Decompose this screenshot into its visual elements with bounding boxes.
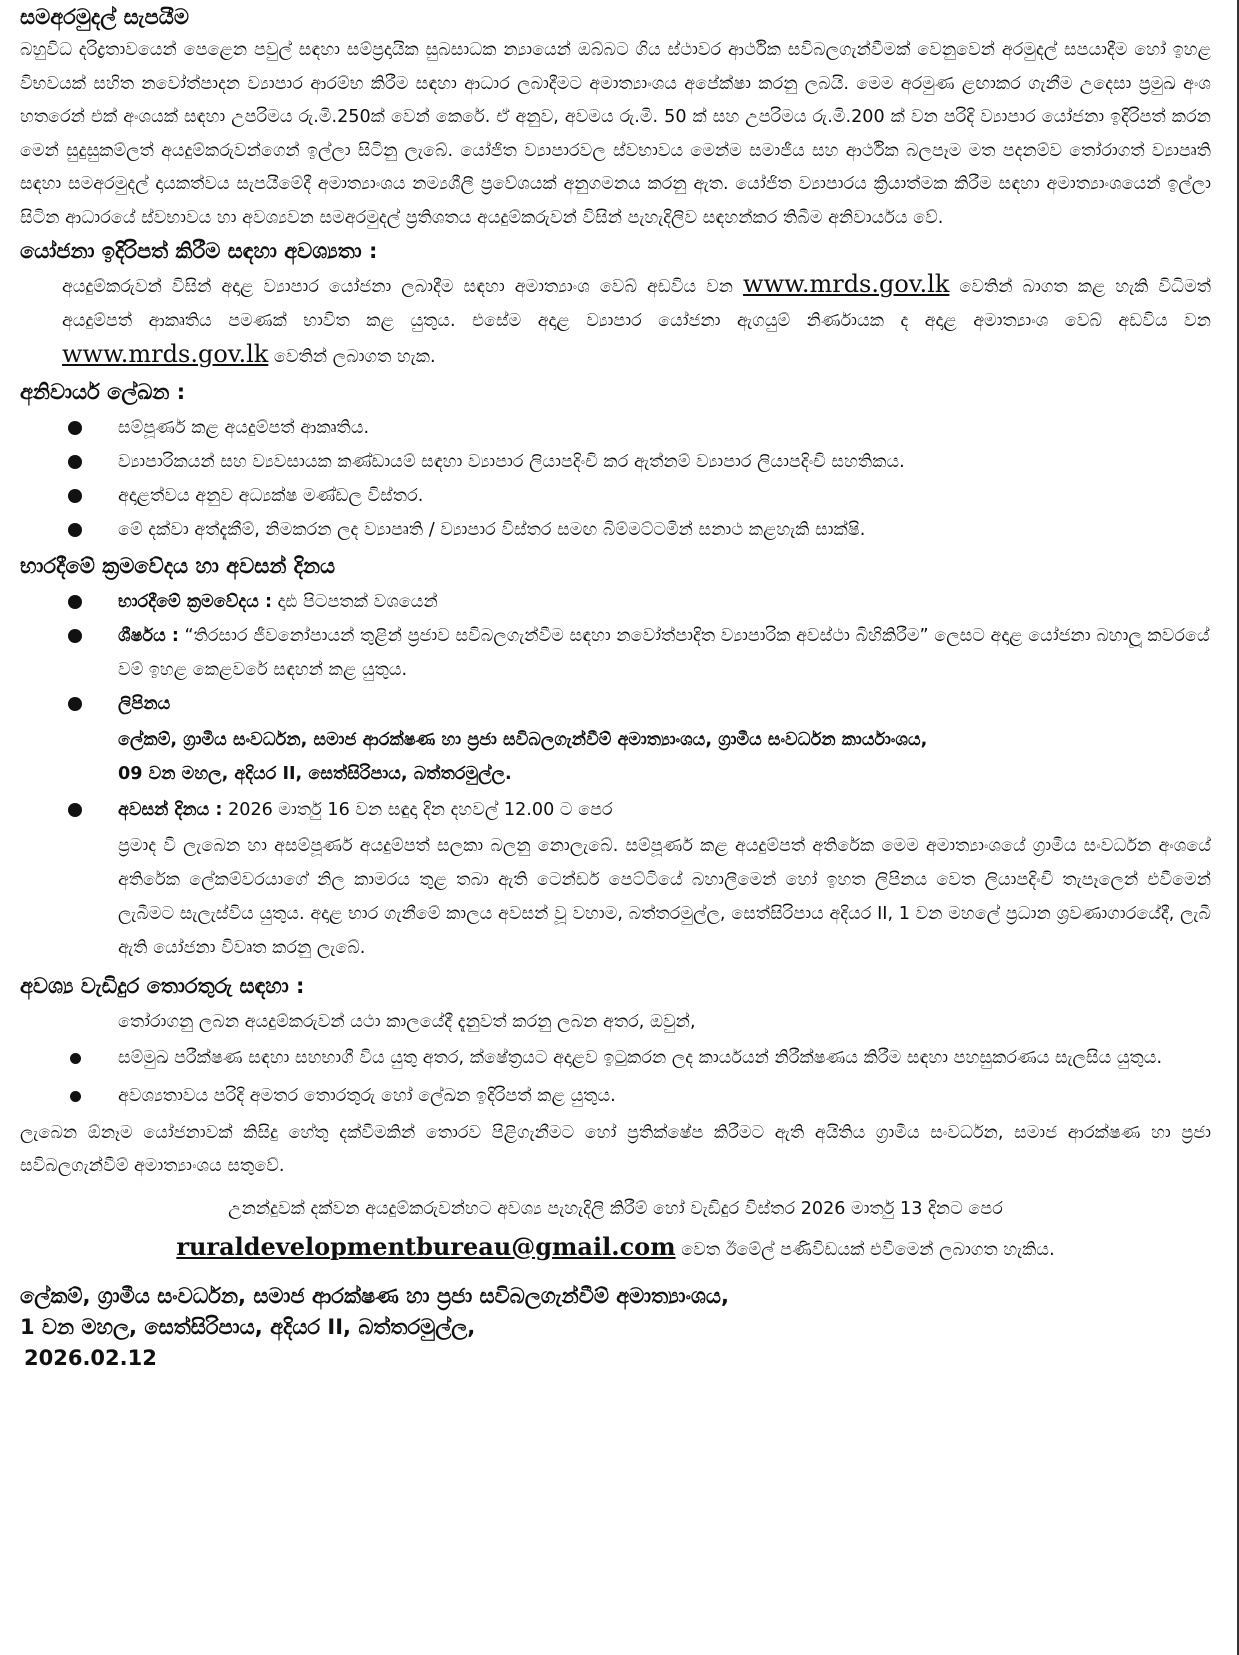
email-link[interactable]: ruraldevelopmentbureau@gmail.com bbox=[176, 1231, 676, 1261]
signature-line-1: ලේකම්, ග්‍රාමීය සංවර්ධන, සමාජ ආරක්ෂණ හා ප්‍රජා සවිබලගැන්වීම් අමාත්‍යාංශය, bbox=[20, 1283, 729, 1308]
list-item-text: ව්‍යාපාරිකයන් සහ ව්‍යවසායක කණ්ඩායම් සඳහා ව්‍යාපාර ලියාපදිංචි කර ඇත්නම් ව්‍යාපාර ලියාපදිංචි සහතිකය. bbox=[118, 451, 905, 472]
submission-method-item bbox=[20, 585, 1211, 619]
bullet-icon bbox=[68, 421, 82, 435]
deadline-list bbox=[20, 793, 1211, 827]
bullet-icon bbox=[68, 595, 82, 609]
requirements-paragraph bbox=[20, 268, 1211, 375]
bullet-icon bbox=[70, 1091, 81, 1102]
requirements-text-2: වෙතින් බාගත කළ හැකි විධිමත් අයදුම්පත් ආකෘතිය පමණක් භාවිත කළ යුතුය. එසේම අදාළ ව්‍යාපාර යෝජනා ඇගයුම් නිර්ණායක ද අදාළ අමාත්‍යාංශ වෙබ් අඩවිය වන bbox=[62, 277, 1212, 331]
list-item-text: අදාළත්වය අනුව අධ්‍යක්ෂ මණ්ඩල විස්තර. bbox=[118, 485, 424, 506]
title-item bbox=[20, 619, 1211, 687]
address-line-2: 09 වන මහල, අදියර II, සෙත්සිරිපාය, බත්තරමුල්ල. bbox=[118, 763, 512, 784]
section-heading-submission: භාරදීමේ ක්‍රමවේදය හා අවසන් දිනය bbox=[20, 553, 336, 578]
further-info-intro: තෝරාගනු ලබන අයදුම්කරුවන් යථා කාලයේදී දැනුවත් කරනු ලබන අතර, ඔවුන්, bbox=[118, 1011, 696, 1032]
bullet-icon bbox=[68, 697, 82, 711]
bullet-icon bbox=[68, 803, 82, 817]
address-label: ලිපිනය bbox=[118, 693, 171, 714]
bullet-icon bbox=[68, 489, 82, 503]
deadline-item bbox=[20, 793, 1211, 827]
title-note: ලෙසට අදාළ යෝජනා බහාලූ කවරයේ වම් ඉහළ කෙළවරේ සඳහන් කළ යුතුය. bbox=[118, 625, 1210, 680]
list-item bbox=[20, 1079, 1211, 1113]
title-value: “තිරසාර ජීවනෝපායන් තුළින් ප්‍රජාව සවිබලගැන්වීම සඳහා නවෝත්පාදිත ව්‍යාපාරික අවස්ථා බිහිකිරීම” bbox=[184, 625, 929, 646]
deadline-note: ප්‍රමාද වී ලැබෙන හා අසම්පූර්ණ අයදුම්පත් සලකා බලනු නොලැබේ. සම්පූර්ණ කළ අයදුම්පත් අතිරේක මෙම අමාත්‍යාංශයේ ග්‍රාමීය සංවර්ධන අංශයේ අතිරේක ලේකම්වරයාගේ නිල කාමරය තුළ තබා ඇති ටෙන්ඩර් පෙට්ටියේ බහාලීමෙන් හෝ ඉහත ලිපිනය වෙත ලියාපදිංචි තැපෑලෙන් එවීමෙන් ලැබීමට සැලැස්විය යුතුය. අදාළ භාර ගැනීමේ කාලය අවසන් වූ වහාම, බත්තරමුල්ල, සෙත්සිරිපාය අදියර II, 1 වන මහලේ ප්‍රධාන ශ්‍රවණාගාරයේදී, ලැබී ඇති යෝජනා විවෘත කරනු ලැබේ. bbox=[118, 835, 1211, 958]
list-item-text: සම්මුඛ පරීක්ෂණ සඳහා සහභාගී විය යුතු අතර, ක්ෂේත්‍රයට අදාළව ඉටුකරන ලද කාර්යයන් නිරීක්ෂණය කිරීම සඳහා පහසුකරණය සැලසිය යුතුය. bbox=[118, 1047, 1163, 1068]
website-link-2[interactable]: www.mrds.gov.lk bbox=[62, 340, 269, 368]
list-item bbox=[20, 479, 1211, 513]
contact-line: උනන්දුවක් දක්වන අයදුම්කරුවන්හට අවශ්‍ය පැහැදිලි කිරීම් හෝ වැඩිදුර විස්තර 2026 මාර්තු 13 දිනට පෙර bbox=[228, 1198, 1003, 1219]
requirements-text-3: වෙතින් ලබාගත හැක. bbox=[273, 347, 436, 367]
deadline-value: 2026 මාර්තු 16 වන සඳුදා දින දහවල් 12.00 ට පෙර bbox=[228, 799, 613, 820]
bullet-icon bbox=[68, 523, 82, 537]
mandatory-documents-list bbox=[20, 411, 1211, 547]
email-suffix: වෙත ඊමේල් පණිවිඩයක් එවීමෙන් ලබාගත හැකිය. bbox=[681, 1239, 1055, 1260]
submission-method-label: භාරදීමේ ක්‍රමවේදය : bbox=[118, 591, 273, 612]
section-heading-further-info: අවශ්‍ය වැඩිදුර තොරතුරු සඳහා : bbox=[20, 973, 305, 998]
submission-list bbox=[20, 585, 1211, 721]
section-heading-co-funding: සමඅරමුදල් සැපයීම bbox=[20, 5, 189, 29]
signature-line-2: 1 වන මහල, සෙත්සිරිපාය, අදියර II, බත්තරමුල්ල, bbox=[20, 1314, 476, 1339]
title-label: ශීර්ෂය : bbox=[118, 625, 179, 646]
email-line bbox=[20, 1230, 1211, 1267]
list-item-text: අවශ්‍යතාවය පරිදි අමතර තොරතුරු හෝ ලේඛන ඉදිරිපත් කළ යුතුය. bbox=[118, 1085, 616, 1106]
deadline-label: අවසන් දිනය : bbox=[118, 799, 223, 820]
section-heading-requirements: යෝජනා ඉදිරිපත් කිරීම සඳහා අවශ්‍යතා : bbox=[20, 239, 378, 263]
bullet-icon bbox=[68, 629, 82, 643]
bullet-icon bbox=[70, 1053, 81, 1064]
bullet-icon bbox=[68, 455, 82, 469]
section-heading-mandatory-documents: අනිවාර්ය ලේඛන : bbox=[20, 379, 186, 404]
list-item bbox=[20, 411, 1211, 445]
address-line-1: ලේකම්, ග්‍රාමීය සංවර්ධන, සමාජ ආරක්ෂණ හා ප්‍රජා සවිබලගැන්වීම් අමාත්‍යාංශය, ග්‍රාමීය සංවර්ධන කාර්යාංශය, bbox=[118, 729, 928, 750]
requirements-text-1: අයදුම්කරුවන් විසින් අදාළ ව්‍යාපාර යෝජනා ලබාදීම සඳහා අමාත්‍යාංශ වෙබ් අඩවිය වන bbox=[62, 277, 734, 297]
list-item-text: සම්පූර්ණ කළ අයදුම්පත් ආකෘතිය. bbox=[118, 417, 370, 438]
signature-date: 2026.02.12 bbox=[24, 1345, 157, 1370]
signature-block bbox=[20, 1281, 1211, 1374]
submission-method-value: දෘඪ පිටපතක් වශයෙන් bbox=[277, 591, 438, 612]
list-item bbox=[20, 513, 1211, 547]
address-item bbox=[20, 687, 1211, 721]
rights-paragraph: ලැබෙන ඕනෑම යෝජනාවක් කිසිදු හේතු දක්වීමකින් තොරව පිළිගැනීමට හෝ ප්‍රතික්ෂේප කිරීමට ඇති අයිතිය ග්‍රාමීය සංවර්ධන, සමාජ ආරක්ෂණ හා ප්‍රජා සවිබලගැන්වීම් අමාත්‍යාංශය සතුවේ. bbox=[20, 1122, 1211, 1176]
website-link-1[interactable]: www.mrds.gov.lk bbox=[743, 270, 950, 298]
list-item-text: මේ දක්වා අත්දැකීම්, නිමකරන ලද ව්‍යාපෘති / ව්‍යාපාර විස්තර සමඟ බිම්මට්ටමින් සනාථ කළහැකි සාක්ෂි. bbox=[118, 519, 866, 540]
further-info-list bbox=[20, 1041, 1211, 1113]
co-funding-paragraph: බහුවිධ දරිද්‍රතාවයෙන් පෙළෙන පවුල් සඳහා සම්ප්‍රදායික සුබසාධක න්‍යායෙන් ඔබ්බට ගිය ස්ථාවර ආර්ථික සවිබලගැන්වීමක් වෙනුවෙන් අරමුදල් සපයාදීම හෝ ඉහළ විභවයක් සහිත නවෝත්පාදන ව්‍යාපාර ආරම්භ කිරීම සඳහා ආධාර ලබාදීමට අමාත්‍යාංශය අපේක්ෂා කරනු ලබයි. මෙම අරමුණ ළඟාකර ගැනීම උදෙසා ප්‍රමුඛ අංශ හතරෙන් එක් අංශයක් සඳහා උපරිමය රු.මි.250ක් වෙන් කෙරේ. ඒ අනුව, අවමය රු.මි. 50 ක් සහ උපරිමය රු.මි.200 ක් වන පරිදි ව්‍යාපාර යෝජනා ඉදිරිපත් කරන මෙන් සුදුසුකම්ලත් අයදුම්කරුවන්ගෙන් ඉල්ලා සිටිනු ලැබේ. යෝජිත ව්‍යාපාරවල ස්වභාවය මෙන්ම සමාජීය සහ ආර්ථික බලපෑම මත පදනම්ව තෝරාගත් ව්‍යාපෘති සඳහා සමඅරමුදල් දායකත්වය සැපයීමේදී අමාත්‍යාංශය නම්‍යශීලී ප්‍රවේශයක් අනුගමනය කරනු ඇත. යෝජිත ව්‍යාපාරය ක්‍රියාත්මක කිරීම සඳහා අමාත්‍යාංශයෙන් ඉල්ලා සිටින ආධාරයේ ස්වභාවය හා අවශ්‍යවන සමඅරමුදල් ප්‍රතිශතය අයදුම්කරුවන් විසින් පැහැදිලිව සඳහන්කර තිබීම අනිවාර්යය වේ. bbox=[20, 40, 1211, 228]
list-item bbox=[20, 1041, 1211, 1075]
list-item bbox=[20, 445, 1211, 479]
